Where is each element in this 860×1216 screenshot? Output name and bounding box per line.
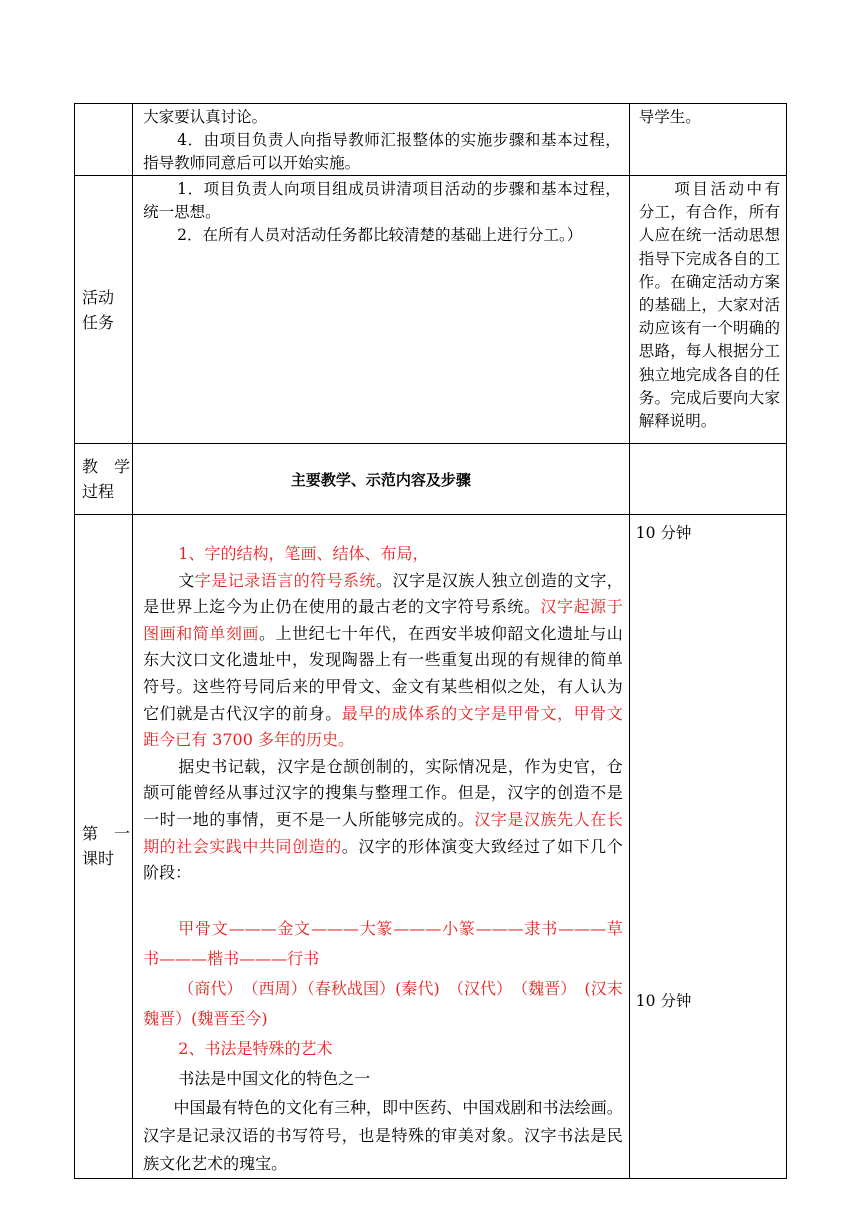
table-row: [75, 104, 787, 176]
note-cell: [629, 104, 786, 176]
table-row: [75, 176, 787, 444]
text-line: 1．项目负责人向项目组成员讲清项目活动的步骤和基本过程，统一思想。: [143, 180, 621, 221]
paragraph: 据史书记载，汉字是仓颉创制的，实际情况是，作为史官，仓颉可能曾经从事过汉字的搜集与整理工作。但是，汉字的创造不是一时一地的事情，更不是一人所能够完成的。汉字是汉族先人在长期的社会实践中共同创造的。汉字的形体演变大致经过了如下几个阶段：: [143, 756, 623, 883]
note-text: 项目活动中有分工，有合作，所有人应在统一活动思想指导下完成各自的工作。在确定活动方案的基础上，大家对活动应该有一个明确的思路，每人根据分工独立地完成各自的任务。完成后要向大家解释说明。: [638, 180, 780, 431]
paragraph: 文字是记录语言的符号系统。汉字是汉族人独立创造的文字，是世界上迄今为止仍在使用的最古老的文字符号系统。汉字起源于图画和简单刻画。上世纪七十年代，在西安半坡仰韶文化遗址与山东大汶口文化遗址中，发现陶器上有一些重复出现的有规律的简单符号。这些符号同后来的甲骨文、金文有某些相似之处，有人认为它们就是古代汉字的前身。最早的成体系的文字是甲骨文，甲骨文距今已有 3700 多年的历史。: [143, 570, 623, 750]
table-row: [75, 515, 787, 1179]
row-label: 课时: [82, 849, 115, 869]
note-text: 导学生。: [638, 108, 701, 126]
evolution-eras: （商代） （西周）（春秋战国）(秦代) （汉代） （魏晋） (汉末魏晋）(魏晋至今): [143, 978, 623, 1028]
row-label: 任务: [82, 312, 115, 332]
content-cell: [133, 176, 630, 444]
evolution-stages: 甲骨文———金文———大篆———小篆———隶书———草书———楷书———行书: [143, 918, 623, 968]
note-cell: [629, 176, 786, 444]
text-line: 4．由项目负责人向指导教师汇报整体的实施步骤和基本过程，指导教师同意后可以开始实施。: [143, 131, 621, 172]
time-note: 10 分钟: [635, 992, 692, 1010]
time-note: 10 分钟: [635, 524, 692, 542]
text-line: 大家要认真讨论。: [143, 108, 268, 126]
row-label: 第 一: [82, 824, 131, 844]
table-row: [75, 444, 787, 515]
content-cell: [133, 444, 630, 515]
row-label-cell: [75, 104, 133, 176]
paragraph: 中国最有特色的文化有三种，即中医药、中国戏剧和书法绘画。汉字是记录汉语的书写符号，也是特殊的审美对象。汉字书法是民族文化艺术的瑰宝。: [143, 1097, 623, 1173]
spacer: [143, 887, 623, 914]
section-heading: 主要教学、示范内容及步骤: [290, 470, 471, 489]
text-line: 2．在所有人员对活动任务都比较清楚的基础上进行分工。）: [177, 226, 583, 244]
note-cell: [629, 515, 786, 1179]
paragraph: 书法是中国文化的特色之一: [178, 1068, 371, 1088]
row-label: 过程: [82, 482, 115, 501]
row-label-cell: [75, 176, 133, 444]
row-label-cell: [75, 515, 133, 1179]
content-cell: [133, 515, 630, 1179]
lesson-plan-table: [74, 103, 787, 1179]
content-cell: [133, 104, 630, 176]
row-label: 活动: [82, 287, 115, 307]
section-title: 1、字的结构，笔画、结体、布局，: [178, 544, 429, 563]
row-label: 教 学: [82, 457, 131, 476]
row-label-cell: [75, 444, 133, 515]
note-cell: [629, 444, 786, 515]
section-title: 2、书法是特殊的艺术: [178, 1038, 333, 1058]
